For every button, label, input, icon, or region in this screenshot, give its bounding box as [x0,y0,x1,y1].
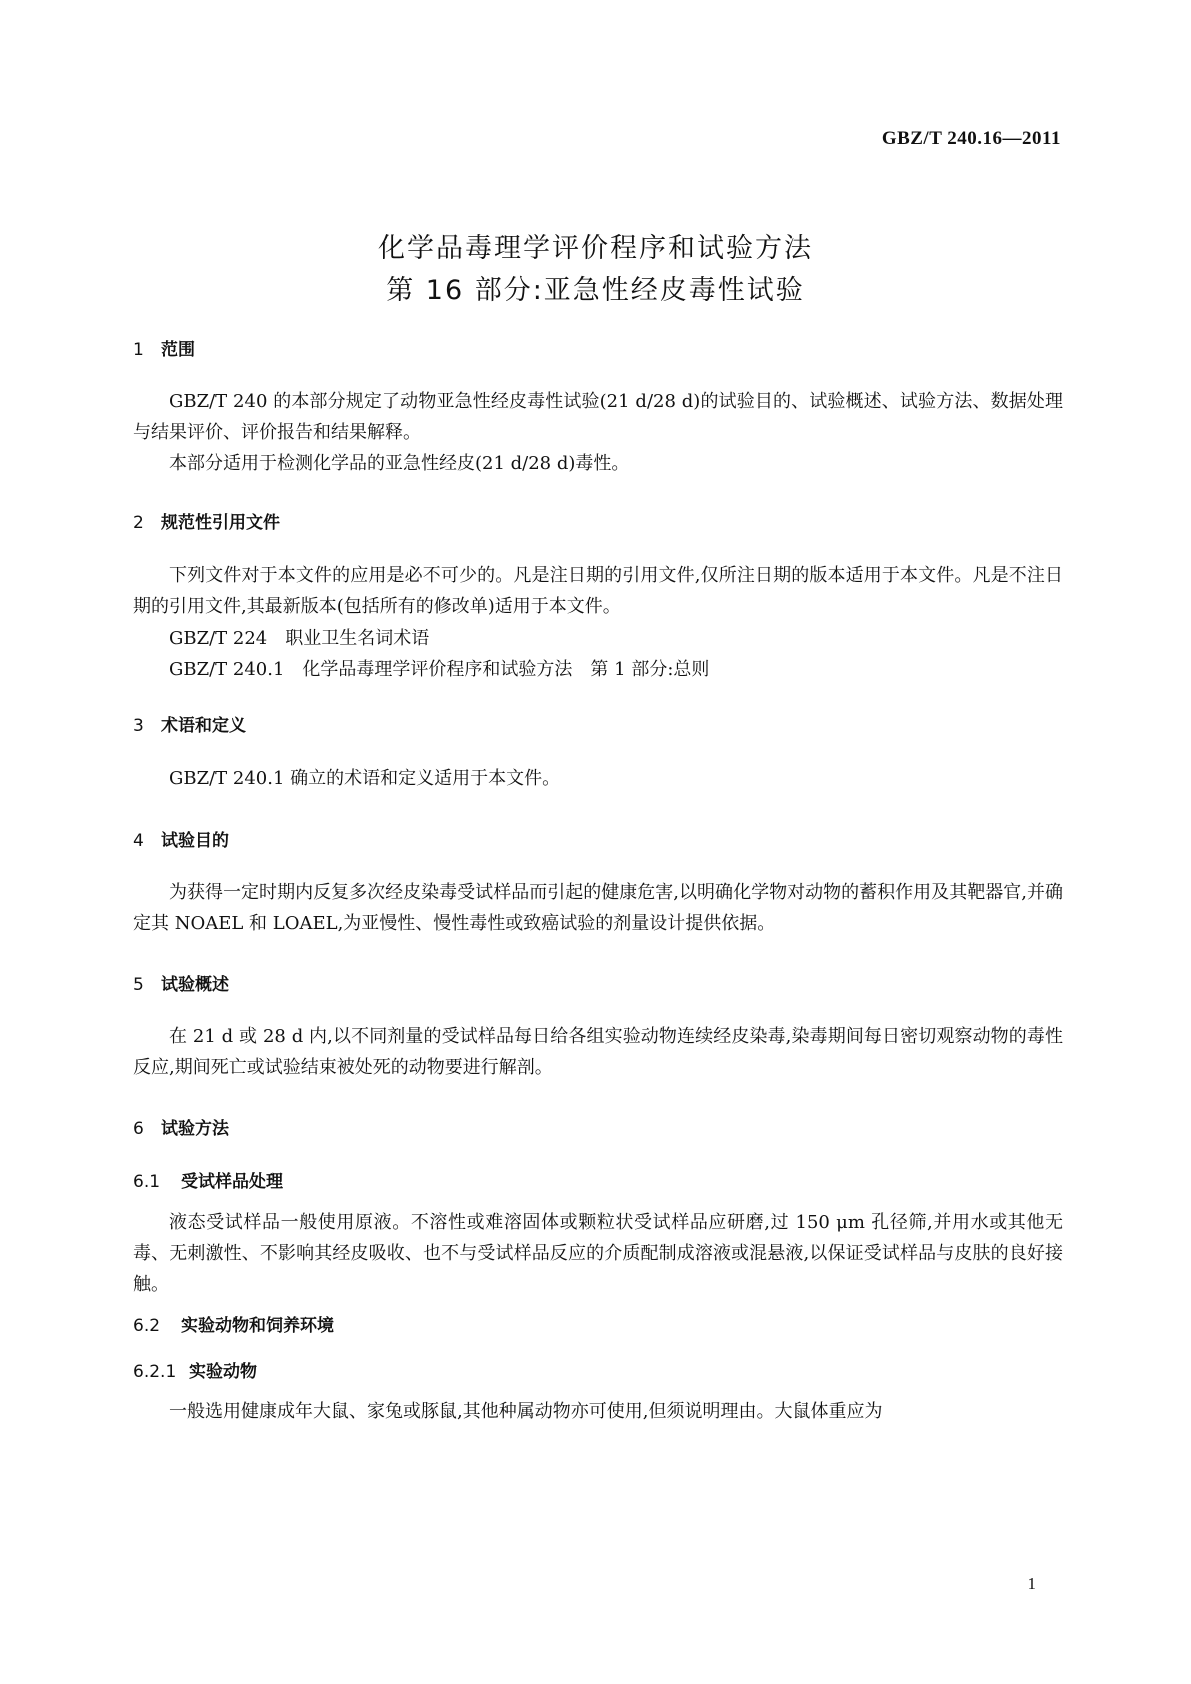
standard-code: GBZ/T 240.16—2011 [881,128,1061,149]
section-number: 5 [133,975,144,995]
section-title: 受试样品处理 [181,1172,283,1192]
section-number: 3 [133,716,144,736]
normative-reference-2: GBZ/T 240.1 化学品毒理学评价程序和试验方法 第 1 部分:总则 [169,659,710,680]
section-title: 试验概述 [161,975,229,995]
section-number: 4 [133,831,144,851]
document-title-line1: 化学品毒理学评价程序和试验方法 [378,233,813,264]
section-number: 1 [133,340,144,360]
section-3-paragraph-1: GBZ/T 240.1 确立的术语和定义适用于本文件。 [169,768,561,789]
section-title: 试验方法 [161,1119,229,1139]
section-2-heading [133,508,280,533]
section-6-2-1-heading [133,1357,257,1382]
section-title: 规范性引用文件 [161,513,280,533]
section-number: 6.2.1 [133,1362,177,1382]
section-1-paragraph-1: GBZ/T 240 的本部分规定了动物亚急性经皮毒性试验(21 d/28 d)的试验目的、试验概述、试验方法、数据处理与结果评价、评价报告和结果解释。 [133,391,1063,443]
section-number: 6.2 [133,1316,161,1336]
section-1-paragraph-2: 本部分适用于检测化学品的亚急性经皮(21 d/28 d)毒性。 [169,453,630,474]
section-2-paragraph-1: 下列文件对于本文件的应用是必不可少的。凡是注日期的引用文件,仅所注日期的版本适用于本文件。凡是不注日期的引用文件,其最新版本(包括所有的修改单)适用于本文件。 [133,565,1063,617]
section-number: 2 [133,513,144,533]
section-6-2-1-paragraph-1: 一般选用健康成年大鼠、家兔或豚鼠,其他种属动物亦可使用,但须说明理由。大鼠体重应为 [169,1401,883,1422]
section-6-1-paragraph-1: 液态受试样品一般使用原液。不溶性或难溶固体或颗粒状受试样品应研磨,过 150 μm 孔径筛,并用水或其他无毒、无刺激性、不影响其经皮吸收、也不与受试样品反应的介质配制成溶液或混悬液,以保证受试样品与皮肤的良好接触。 [133,1212,1063,1295]
normative-reference-1: GBZ/T 224 职业卫生名词术语 [169,628,430,649]
section-4-paragraph-1: 为获得一定时期内反复多次经皮染毒受试样品而引起的健康危害,以明确化学物对动物的蓄积作用及其靶器官,并确定其 NOAEL 和 LOAEL,为亚慢性、慢性毒性或致癌试验的剂量设计提供依据。 [133,882,1063,934]
section-title: 实验动物 [189,1362,257,1382]
page-number: 1 [1027,1574,1036,1593]
section-4-heading [133,826,229,851]
section-number: 6 [133,1119,144,1139]
section-title: 范围 [161,340,195,360]
section-5-heading [133,970,229,995]
section-1-heading [133,335,195,360]
section-number: 6.1 [133,1172,161,1192]
document-title-line2: 第 16 部分:亚急性经皮毒性试验 [386,275,805,306]
section-6-heading [133,1114,229,1139]
section-title: 术语和定义 [161,716,246,736]
section-title: 试验目的 [161,831,229,851]
section-6-1-heading [133,1167,283,1192]
section-title: 实验动物和饲养环境 [181,1316,334,1336]
section-6-2-heading [133,1311,334,1336]
section-5-paragraph-1: 在 21 d 或 28 d 内,以不同剂量的受试样品每日给各组实验动物连续经皮染毒,染毒期间每日密切观察动物的毒性反应,期间死亡或试验结束被处死的动物要进行解剖。 [133,1026,1063,1078]
section-3-heading [133,711,246,736]
